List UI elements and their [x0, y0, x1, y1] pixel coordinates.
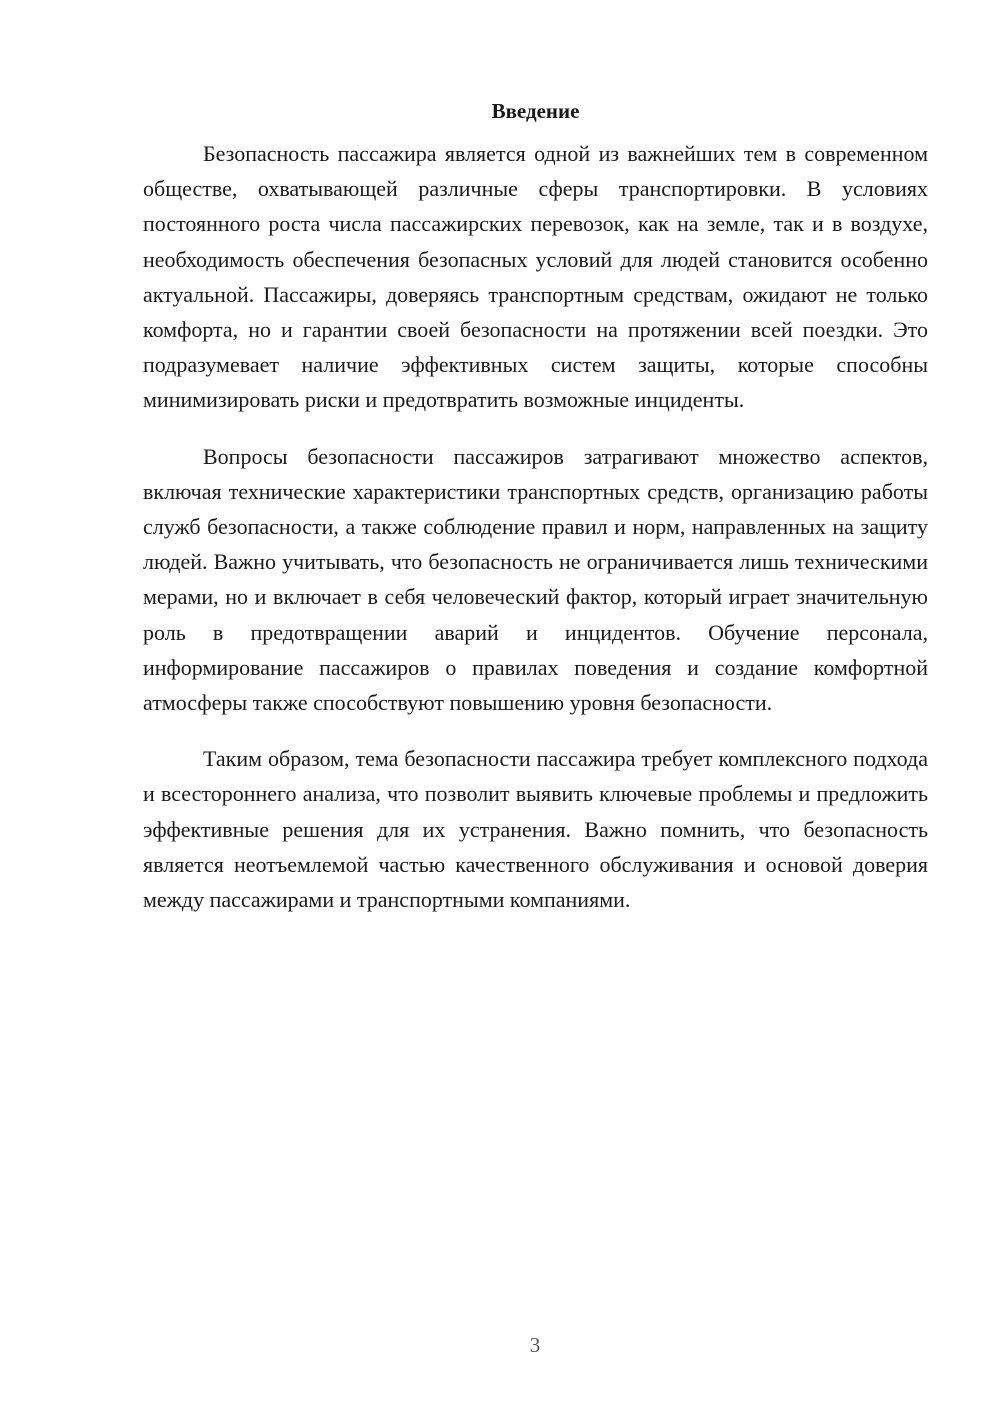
document-page	[143, 94, 928, 938]
section-heading: Введение	[491, 99, 580, 123]
paragraph-1: Безопасность пассажира является одной из важнейших тем в современном обществе, охватывающей различные сферы транспортировки. В условиях постоянного роста числа пассажирских перевозок, как на земле, так и в воздухе, необходимость обеспечения безопасных условий для людей становится особенно актуальной. Пассажиры, доверяясь транспортным средствам, ожидают не только комфорта, но и гарантии своей безопасности на протяжении всей поездки. Это подразумевает наличие эффективных систем защиты, которые способны минимизировать риски и предотвратить возможные инциденты.	[143, 141, 928, 413]
page-number: 3	[529, 1333, 541, 1357]
paragraph-3: Таким образом, тема безопасности пассажира требует комплексного подхода и всестороннего анализа, что позволит выявить ключевые проблемы и предложить эффективные решения для их устранения. Важно помнить, что безопасность является неотъемлемой частью качественного обслуживания и основой доверия между пассажирами и транспортными компаниями.	[143, 746, 928, 913]
paragraph-2: Вопросы безопасности пассажиров затрагивают множество аспектов, включая технические характеристики транспортных средств, организацию работы служб безопасности, а также соблюдение правил и норм, направленных на защиту людей. Важно учитывать, что безопасность не ограничивается лишь техническими мерами, но и включает в себя человеческий фактор, который играет значительную роль в предотвращении аварий и инцидентов. Обучение персонала, информирование пассажиров о правилах поведения и создание комфортной атмосферы также способствуют повышению уровня безопасности.	[143, 443, 928, 716]
